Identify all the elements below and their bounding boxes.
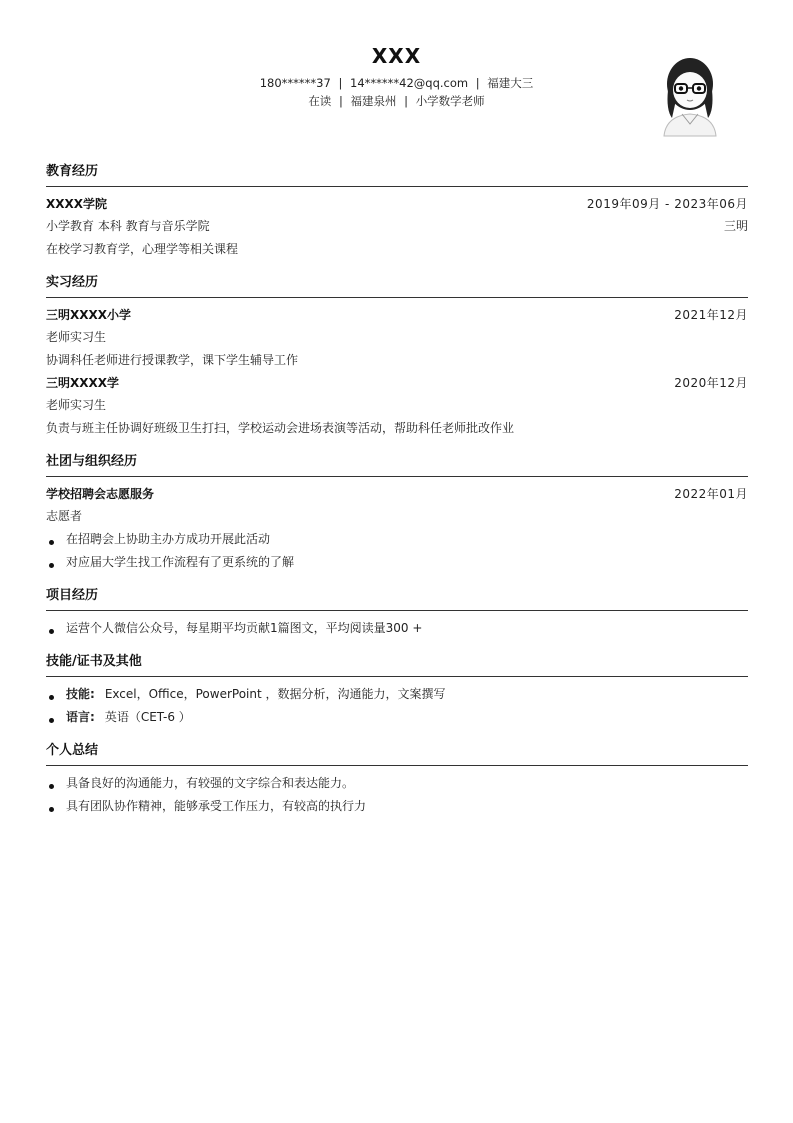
club-entry-head [46,483,748,505]
club-date: 2022年01月 [674,487,748,501]
bullet-icon [49,784,54,789]
education-dates: 2019年09月 - 2023年06月 [586,197,748,211]
school-name: XXXX学院 [46,197,108,211]
location: 福建泉州 [350,94,397,108]
internship-date: 2020年12月 [674,376,748,390]
education-major-row [46,215,748,238]
phone: 180******37 [259,76,331,90]
list-item [46,683,748,706]
section-title: 技能/证书及其他 [46,650,748,677]
school-year: 福建大三 [487,76,534,90]
summary-bullets [46,772,748,818]
separator: | [404,94,409,108]
major: 小学教育 本科 教育与音乐学院 [46,219,210,233]
list-item: 在招聘会上协助主办方成功开展此活动 [46,528,748,551]
internship-desc: 协调科任老师进行授课教学，课下学生辅导工作 [46,353,299,367]
club-bullets [46,528,748,574]
list-item: 具有团队协作精神，能够承受工作压力，有较高的执行力 [46,795,748,818]
skill-label: 技能: [66,687,95,701]
study-status: 在读 [308,94,332,108]
internship-entry-head [46,372,748,394]
internship-section [46,271,748,440]
avatar [654,50,726,138]
internship-org: 三明XXXX学 [46,376,120,390]
section-title: 项目经历 [46,584,748,611]
separator: | [475,76,480,90]
bullet-icon [49,695,54,700]
section-title: 个人总结 [46,739,748,766]
language-value: 英语（CET-6 ） [104,710,191,724]
summary-section [46,739,748,818]
club-org: 学校招聘会志愿服务 [46,487,155,501]
language-label: 语言: [66,710,95,724]
list-item: 具备良好的沟通能力，有较强的文字综合和表达能力。 [46,772,748,795]
section-title: 教育经历 [46,160,748,187]
club-section [46,450,748,574]
project-bullets [46,617,748,640]
section-title: 实习经历 [46,271,748,298]
project-section [46,584,748,640]
separator: | [338,76,343,90]
bullet-icon [49,718,54,723]
list-item [46,706,748,729]
bullet-icon [49,629,54,634]
internship-role: 老师实习生 [46,398,107,412]
education-desc: 在校学习教育学，心理学等相关课程 [46,242,239,256]
school-city: 三明 [723,219,748,233]
list-item: 对应届大学生找工作流程有了更系统的了解 [46,551,748,574]
skills-bullets [46,683,748,729]
bullet-icon [49,540,54,545]
education-section [46,160,748,261]
bullet-icon [49,807,54,812]
internship-org: 三明XXXX小学 [46,308,132,322]
internship-desc: 负责与班主任协调好班级卫生打扫，学校运动会进场表演等活动，帮助科任老师批改作业 [46,421,515,435]
section-title: 社团与组织经历 [46,450,748,477]
resume-body [46,160,748,818]
internship-date: 2021年12月 [674,308,748,322]
email: 14******42@qq.com [350,76,469,90]
list-item: 运营个人微信公众号，每星期平均贡献1篇图文，平均阅读量300 + [46,617,748,640]
internship-role: 老师实习生 [46,330,107,344]
internship-entry-head [46,304,748,326]
candidate-name: XXX [371,44,422,68]
skills-section [46,650,748,729]
skill-value: Excel，Office，PowerPoint ，数据分析，沟通能力，文案撰写 [104,687,446,701]
separator: | [338,94,343,108]
club-role: 志愿者 [46,509,83,523]
bullet-icon [49,563,54,568]
education-entry-head [46,193,748,215]
job-target: 小学数学老师 [415,94,485,108]
